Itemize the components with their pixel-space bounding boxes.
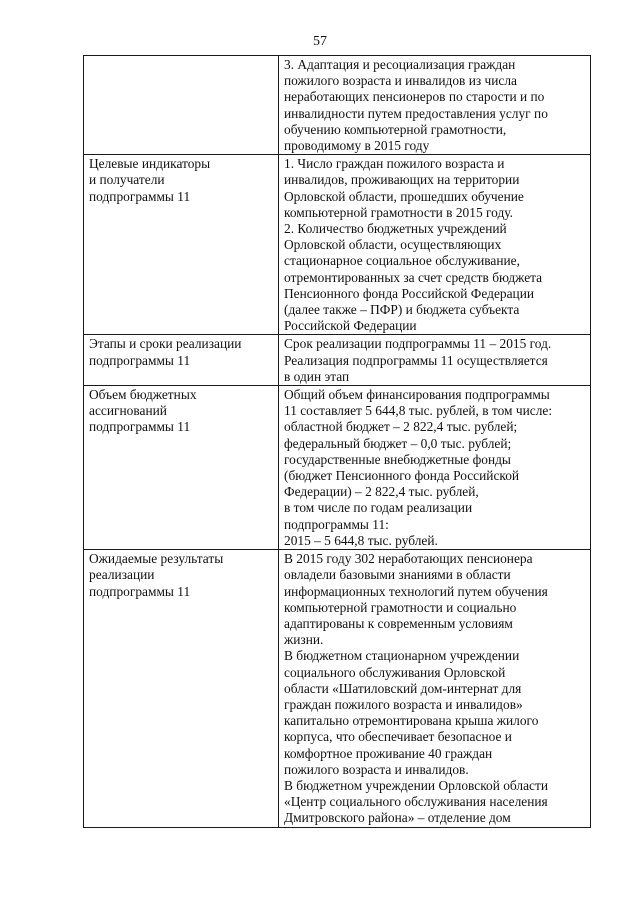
row-value-line: стационарное социальное обслуживание, xyxy=(284,253,520,269)
row-value-line: неработающих пенсионеров по старости и по xyxy=(284,89,545,105)
row-value-line: Реализация подпрограммы 11 осуществляется xyxy=(284,352,548,368)
row-value-line: Орловской области, осуществляющих xyxy=(284,237,502,253)
page-number: 57 xyxy=(313,34,327,49)
row-value-line: 11 составляет 5 644,8 тыс. рублей, в том числе: xyxy=(284,403,553,419)
row-value-line: В бюджетном учреждении Орловской области xyxy=(284,777,548,793)
row-value-line: компьютерной грамотности в 2015 году. xyxy=(284,204,513,220)
table-row xyxy=(84,386,591,550)
row-value-cell xyxy=(279,155,591,335)
row-value-line: граждан пожилого возраста и инвалидов» xyxy=(284,696,523,712)
row-value-line: пожилого возраста и инвалидов из числа xyxy=(284,73,517,89)
row-value-line: Российской Федерации xyxy=(284,318,417,334)
row-value-line: компьютерной грамотности и социально xyxy=(284,599,517,615)
row-value-line: 3. Адаптация и ресоциализация граждан xyxy=(284,57,516,72)
row-value-line: государственные внебюджетные фонды xyxy=(284,451,511,467)
row-value-line: обучению компьютерной грамотности, xyxy=(284,121,507,137)
row-value-line: отремонтированных за счет средств бюджета xyxy=(284,269,543,285)
table-row xyxy=(84,56,591,155)
row-value-line: (далее также – ПФР) и бюджета субъекта xyxy=(284,302,520,318)
table-row xyxy=(84,335,591,386)
row-label-line: подпрограммы 11 xyxy=(89,188,191,204)
row-label-line: Этапы и сроки реализации xyxy=(89,336,242,352)
row-value-line: Срок реализации подпрограммы 11 – 2015 год. xyxy=(284,336,552,352)
row-label-line: Объем бюджетных xyxy=(89,387,197,403)
row-value-cell xyxy=(279,386,591,550)
row-value-line: капитально отремонтирована крыша жилого xyxy=(284,713,539,729)
row-value-line: Орловской области, прошедших обучение xyxy=(284,188,524,204)
table-body xyxy=(84,56,591,828)
row-value-line: В бюджетном стационарном учреждении xyxy=(284,648,520,664)
row-value-line: Общий объем финансирования подпрограммы xyxy=(284,387,550,403)
subprogram-passport-table xyxy=(83,55,591,828)
row-value-line: овладели базовыми знаниями в области xyxy=(284,567,511,583)
row-value-line: Дмитровского района» – отделение дом xyxy=(284,810,511,826)
row-value-line: инвалидов, проживающих на территории xyxy=(284,172,520,188)
row-value-line: пожилого возраста и инвалидов. xyxy=(284,761,469,777)
table-row xyxy=(84,155,591,335)
row-label-line: ассигнований xyxy=(89,403,167,419)
row-value-line: подпрограммы 11: xyxy=(284,516,389,532)
row-value-cell xyxy=(279,335,591,386)
row-value-cell xyxy=(279,56,591,155)
row-value-line: (бюджет Пенсионного фонда Российской xyxy=(284,468,520,484)
row-value-line: областной бюджет – 2 822,4 тыс. рублей; xyxy=(284,419,518,435)
row-label-line: подпрограммы 11 xyxy=(89,583,191,599)
row-label-line: реализации xyxy=(89,567,155,583)
row-value-line: 2. Количество бюджетных учреждений xyxy=(284,221,507,237)
row-label-cell xyxy=(84,56,279,155)
row-value-line: 2015 – 5 644,8 тыс. рублей. xyxy=(284,532,438,548)
row-label-cell xyxy=(84,386,279,550)
row-label-line: и получатели xyxy=(89,172,165,188)
row-label-line: подпрограммы 11 xyxy=(89,419,191,435)
row-value-line: Пенсионного фонда Российской Федерации xyxy=(284,285,535,301)
row-value-line: В 2015 году 302 неработающих пенсионера xyxy=(284,551,533,567)
row-value-line: социального обслуживания Орловской xyxy=(284,664,506,680)
row-value-line: «Центр социального обслуживания населения xyxy=(284,794,548,810)
row-label-line: Ожидаемые результаты xyxy=(89,551,224,567)
row-value-line: жизни. xyxy=(284,632,324,648)
row-value-line: корпуса, что обеспечивает безопасное и xyxy=(284,729,512,745)
row-value-line: федеральный бюджет – 0,0 тыс. рублей; xyxy=(284,435,512,451)
row-value-line: Федерации) – 2 822,4 тыс. рублей, xyxy=(284,484,479,500)
row-label-line: подпрограммы 11 xyxy=(89,352,191,368)
row-value-line: адаптированы к современным условиям xyxy=(284,615,513,631)
row-value-line: информационных технологий путем обучения xyxy=(284,583,548,599)
row-value-line: в том числе по годам реализации xyxy=(284,500,473,516)
row-value-line: в один этап xyxy=(284,368,350,384)
row-value-line: комфортное проживание 40 граждан xyxy=(284,745,493,761)
row-value-line: инвалидности путем предоставления услуг по xyxy=(284,105,548,121)
row-label-cell xyxy=(84,155,279,335)
row-label-cell xyxy=(84,335,279,386)
row-value-line: проводимому в 2015 году xyxy=(284,138,430,154)
row-label-line: Целевые индикаторы xyxy=(89,156,211,172)
table-row xyxy=(84,550,591,827)
row-label-cell xyxy=(84,550,279,827)
row-value-line: области «Шатиловский дом-интернат для xyxy=(284,680,522,696)
row-value-line: 1. Число граждан пожилого возраста и xyxy=(284,156,505,172)
row-value-cell xyxy=(279,550,591,827)
